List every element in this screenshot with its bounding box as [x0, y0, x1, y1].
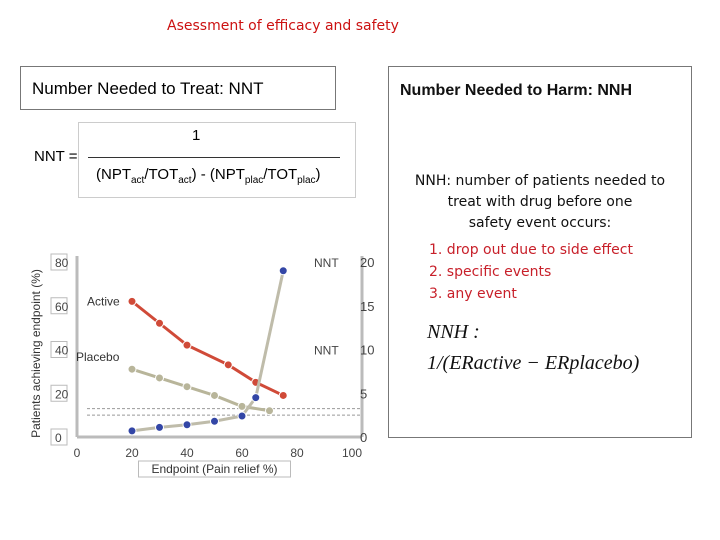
- data-point: [211, 391, 219, 399]
- data-point: [183, 383, 191, 391]
- y-tick-label: 20: [55, 387, 69, 402]
- data-point: [238, 412, 246, 420]
- nnt-formula-numerator: 1: [192, 127, 201, 144]
- x-tick-label: 80: [290, 446, 304, 460]
- data-point: [128, 365, 136, 373]
- nnh-desc-line: NNH: number of patients needed to: [414, 173, 666, 189]
- nnh-heading: Number Needed to Harm: NNH: [400, 82, 633, 99]
- nnh-formula-top: NNH :: [427, 321, 480, 343]
- nnh-event-list: [429, 239, 633, 305]
- x-tick-label: 20: [125, 446, 139, 460]
- data-point: [279, 267, 287, 275]
- nnt-annotation: NNT: [314, 256, 339, 270]
- nnh-formula-bottom: 1/(ERactive − ERplacebo): [427, 352, 640, 374]
- y-tick-label: 0: [55, 431, 62, 445]
- nnt-formula-lhs: NNT =: [34, 148, 78, 165]
- data-point: [128, 297, 136, 305]
- data-point: [128, 427, 136, 435]
- legend-active: Active: [87, 294, 120, 309]
- data-point: [156, 319, 164, 327]
- series-line: [132, 271, 283, 431]
- y2-tick-label: 5: [360, 386, 368, 402]
- nnh-formula: [427, 317, 639, 379]
- nnt-heading-box: [20, 66, 336, 110]
- y2-tick-label: 10: [360, 342, 375, 358]
- nnt-fraction-bar: [88, 157, 340, 158]
- data-point: [183, 341, 191, 349]
- x-axis-label: Endpoint (Pain relief %): [151, 462, 278, 476]
- y2-tick-label: 0: [360, 430, 368, 445]
- y2-tick-label: 15: [360, 298, 375, 314]
- slide-title: Asessment of efficacy and safety: [167, 18, 399, 34]
- nnt-chart: [0, 230, 400, 490]
- data-point: [211, 417, 219, 425]
- nnh-desc-line: treat with drug before one: [447, 194, 633, 210]
- data-point: [279, 391, 287, 399]
- y2-tick-label: 20: [360, 255, 375, 270]
- list-item: 1. drop out due to side effect: [429, 242, 633, 258]
- nnt-formula-box: [78, 122, 356, 198]
- data-point: [183, 421, 191, 429]
- y-axis-label: Patients achieving endpoint (%): [29, 269, 43, 438]
- y-tick-label: 40: [55, 343, 69, 358]
- legend-placebo: Placebo: [76, 350, 120, 365]
- x-tick-label: 100: [341, 446, 363, 460]
- nnh-description: [399, 171, 681, 234]
- y-tick-label: 60: [55, 299, 69, 314]
- y-tick-label: 80: [55, 256, 69, 270]
- data-point: [156, 374, 164, 382]
- nnt-formula-denominator: $(NPT_{act}/TOT_{act}) - (NPT_{plac}/TOT_{plac})$: [96, 166, 321, 186]
- list-item: 2. specific events: [429, 264, 552, 280]
- list-item: 3. any event: [429, 286, 517, 302]
- nnh-desc-line: safety event occurs:: [468, 215, 612, 231]
- data-point: [252, 394, 260, 402]
- data-point: [224, 361, 232, 369]
- data-point: [156, 423, 164, 431]
- data-point: [238, 402, 246, 410]
- x-tick-label: 0: [73, 446, 81, 460]
- nnt-annotation: NNT: [314, 343, 339, 358]
- nnh-panel: [388, 66, 692, 438]
- x-tick-label: 60: [235, 446, 249, 460]
- data-point: [266, 407, 274, 415]
- nnt-heading: Number Needed to Treat: NNT: [32, 79, 264, 98]
- x-tick-label: 40: [180, 446, 194, 460]
